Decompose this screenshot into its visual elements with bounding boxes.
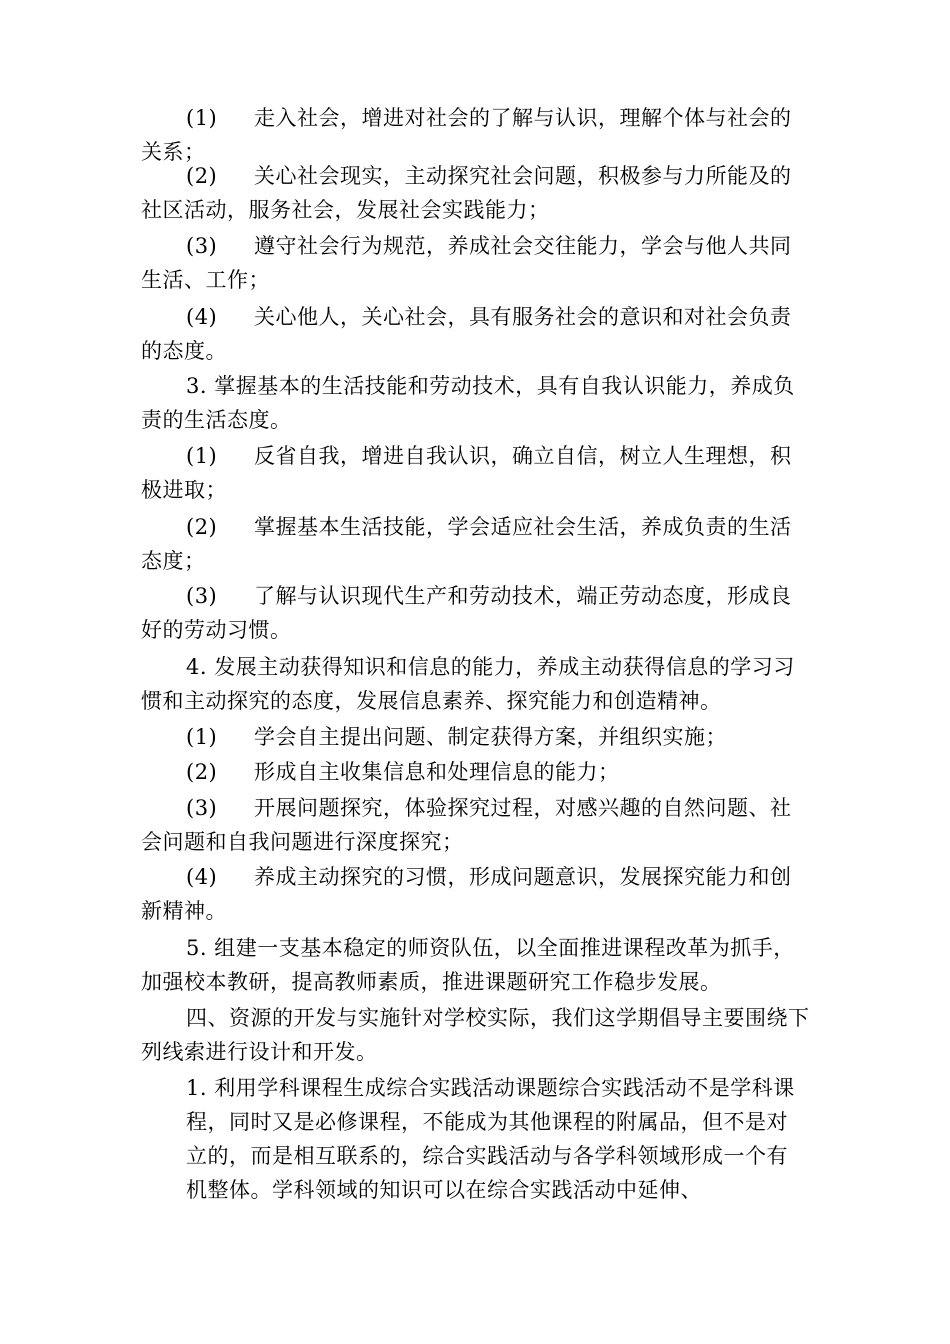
item-number: (3) bbox=[186, 796, 218, 820]
item-number: (2) bbox=[186, 164, 218, 188]
paragraph-3 bbox=[141, 229, 811, 297]
paragraph-text: 形成自主收集信息和处理信息的能力； bbox=[254, 760, 620, 784]
paragraph-9 bbox=[141, 650, 811, 718]
item-number: (4) bbox=[186, 305, 218, 329]
paragraph-text: 关心社会现实，主动探究社会问题，积极参与力所能及的社区活动，服务社会，发展社会实践能力； bbox=[141, 164, 792, 222]
paragraph-text: 遵守社会行为规范，养成社会交往能力，学会与他人共同生活、工作； bbox=[141, 234, 792, 292]
paragraph-8 bbox=[141, 579, 811, 647]
paragraph-5 bbox=[141, 369, 811, 437]
paragraph-13 bbox=[141, 860, 811, 928]
paragraph-2 bbox=[141, 159, 811, 227]
paragraph-4 bbox=[141, 300, 811, 368]
item-number: (2) bbox=[186, 515, 218, 539]
item-number: (1) bbox=[186, 444, 218, 468]
paragraph-16 bbox=[186, 1071, 806, 1207]
paragraph-text: 1. 利用学科课程生成综合实践活动课题综合实践活动不是学科课程，同时又是必修课程，不能成为其他课程的附属品，但不是对立的，而是相互联系的，综合实践活动与各学科领域形成一个有机整体。学科领域的知识可以在综合实践活动中延伸、 bbox=[186, 1076, 795, 1202]
paragraph-text: 反省自我，增进自我认识，确立自信，树立人生理想，积极进取； bbox=[141, 444, 792, 502]
item-number: (4) bbox=[186, 865, 218, 889]
paragraph-15 bbox=[141, 1001, 811, 1069]
paragraph-text: 走入社会，增进对社会的了解与认识，理解个体与社会的关系； bbox=[141, 106, 792, 164]
paragraph-11 bbox=[141, 755, 811, 789]
paragraph-text: 开展问题探究，体验探究过程，对感兴趣的自然问题、社会问题和自我问题进行深度探究； bbox=[141, 796, 792, 854]
paragraph-text: 关心他人，关心社会，具有服务社会的意识和对社会负责的态度。 bbox=[141, 305, 792, 363]
paragraph-text: 四、资源的开发与实施针对学校实际，我们这学期倡导主要围绕下列线索进行设计和开发。 bbox=[141, 1006, 810, 1064]
paragraph-6 bbox=[141, 439, 811, 507]
paragraph-text: 养成主动探究的习惯，形成问题意识，发展探究能力和创新精神。 bbox=[141, 865, 792, 923]
paragraph-10 bbox=[141, 720, 811, 754]
item-number: (2) bbox=[186, 760, 218, 784]
paragraph-12 bbox=[141, 791, 811, 859]
paragraph-text: 掌握基本生活技能，学会适应社会生活，养成负责的生活态度； bbox=[141, 515, 792, 573]
paragraph-text: 了解与认识现代生产和劳动技术，端正劳动态度，形成良好的劳动习惯。 bbox=[141, 584, 792, 642]
item-number: (1) bbox=[186, 106, 218, 130]
paragraph-text: 学会自主提出问题、制定获得方案，并组织实施； bbox=[254, 725, 727, 749]
item-number: (1) bbox=[186, 725, 218, 749]
paragraph-text: 5. 组建一支基本稳定的师资队伍，以全面推进课程改革为抓手，加强校本教研，提高教师素质，推进课题研究工作稳步发展。 bbox=[141, 936, 795, 994]
item-number: (3) bbox=[186, 584, 218, 608]
item-number: (3) bbox=[186, 234, 218, 258]
paragraph-text: 3. 掌握基本的生活技能和劳动技术，具有自我认识能力，养成负责的生活态度。 bbox=[141, 374, 795, 432]
paragraph-14 bbox=[141, 931, 811, 999]
paragraph-text: 4. 发展主动获得知识和信息的能力，养成主动获得信息的学习习惯和主动探究的态度，发展信息素养、探究能力和创造精神。 bbox=[141, 655, 795, 713]
paragraph-7 bbox=[141, 510, 811, 578]
